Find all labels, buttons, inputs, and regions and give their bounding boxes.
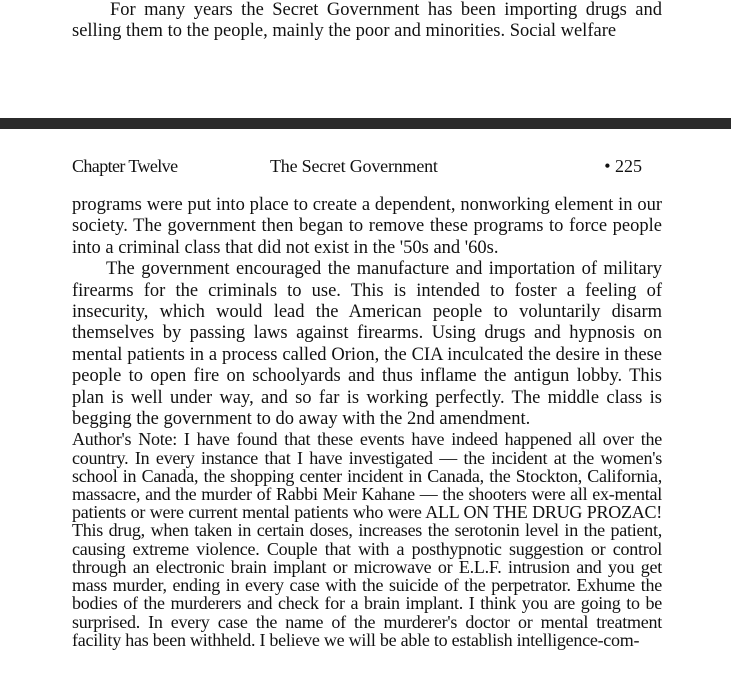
chapter-label: Chapter Twelve (72, 156, 178, 176)
previous-page-paragraph: For many years the Secret Government has been importing drugs and selling them to the people, mainly the poor and minorities. Social welfare (72, 0, 662, 41)
previous-page-fragment (72, 0, 662, 42)
authors-note: Author's Note: I have found that these events have indeed happened all over the country. In every instance that I have investigated — the incident at the women's school in Canada, the shopping center incident in Canada, the Stockton, California, massacre, and the murder of Rabbi Meir Kahane — the shooters were all ex-mental patients or were current mental patients who were ALL ON THE DRUG PROZAC! This drug, when taken in certain doses, increases the serotonin level in the patient, causing extreme violence. Couple that with a posthypnotic suggestion or control through an electronic brain implant or microwave or E.L.F. intrusion and you get mass murder, ending in every case with the suicide of the perpetrator. Exhume the bodies of the murderers and check for a brain implant. I think you are going to be surprised. In every case the name of the murderer's doctor or mental treatment facility has been withheld. I believe we will be able to establish intelligence-com- (72, 429, 662, 650)
page-body (72, 195, 662, 649)
book-title: The Secret Government (270, 156, 438, 176)
page-divider (0, 118, 731, 129)
body-paragraph: programs were put into place to create a dependent, nonworking element in our society. The government then began to remove these programs to force people into a criminal class that did not exist in the '50s and '60s. (72, 195, 662, 258)
page-number: • 225 (604, 156, 642, 176)
body-paragraph: The government encouraged the manufacture and importation of military firearms for the criminals to use. This is intended to foster a feeling of insecurity, which would lead the American people to voluntarily disarm themselves by passing laws against firearms. Using drugs and hypnosis on mental patients in a process called Orion, the CIA inculcated the desire in these people to open fire on schoolyards and thus inflame the antigun lobby. This plan is well under way, and so far is working perfectly. The middle class is begging the government to do away with the 2nd amendment. (72, 259, 662, 430)
running-header (72, 154, 642, 178)
